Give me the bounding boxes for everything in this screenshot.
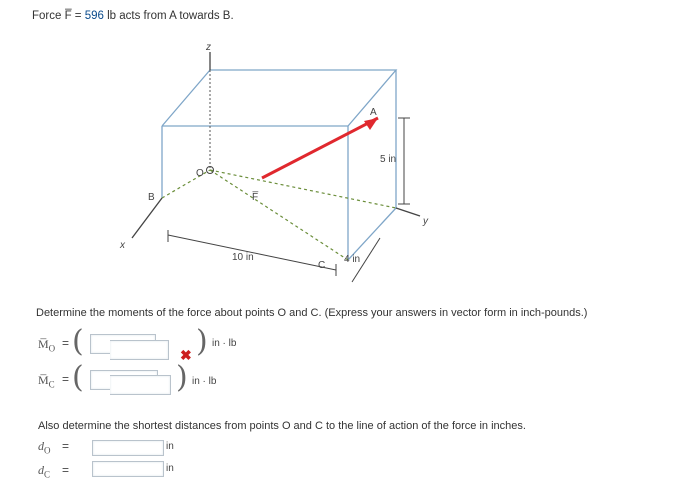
force-box-diagram xyxy=(0,30,700,305)
do-equals: = xyxy=(62,439,70,453)
problem-statement xyxy=(32,10,234,22)
do-label: $d_O$ xyxy=(38,439,51,456)
problem-suffix: lb acts from A towards B. xyxy=(103,10,234,22)
height-dim-label: 5 in xyxy=(380,154,397,165)
mo-label: $M̅_O$ xyxy=(38,337,56,354)
point-a-label: A xyxy=(370,107,377,118)
dc-input[interactable] xyxy=(92,461,164,477)
dc-label: $d_C$ xyxy=(38,463,51,480)
mc-label: $M̅_C$ xyxy=(38,373,55,390)
axes xyxy=(132,52,420,238)
question-distances: Also determine the shortest distances from points O and C to the line of action of the force in inches. xyxy=(38,420,526,432)
y-axis-label: y xyxy=(423,216,428,227)
dc-equals: = xyxy=(62,463,70,477)
width-dim-label: 4 in xyxy=(344,254,361,265)
length-dim-label: 10 in xyxy=(232,252,254,263)
dc-unit: in xyxy=(166,463,174,474)
mo-open-paren: ( xyxy=(72,324,84,359)
mo-equals: = xyxy=(62,336,70,350)
force-value: 596 xyxy=(84,10,104,22)
do-input[interactable] xyxy=(92,440,164,456)
force-label: F̅ xyxy=(252,192,259,203)
mo-unit: in · lb xyxy=(212,338,237,349)
mc-close-paren: ) xyxy=(176,360,188,395)
mc-j-input[interactable] xyxy=(110,375,171,395)
mc-equals: = xyxy=(62,372,70,386)
mo-close-paren: ) xyxy=(196,324,208,359)
x-axis-label: x xyxy=(120,240,125,251)
x-axis xyxy=(132,198,162,238)
force-arrowhead xyxy=(364,118,378,130)
x-mark-icon: ✖ xyxy=(180,347,192,363)
y-axis xyxy=(396,208,420,216)
point-b-label: B xyxy=(148,192,155,203)
hidden-edge-oy xyxy=(210,170,396,208)
hidden-edge-oc xyxy=(210,170,348,260)
problem-prefix: Force F̅ = xyxy=(32,10,85,22)
point-c-label: C xyxy=(318,260,326,271)
question-moments: Determine the moments of the force about points O and C. (Express your answers in vector form in inch-pounds.) xyxy=(36,307,588,319)
box-edges xyxy=(162,70,396,260)
mo-j-input[interactable] xyxy=(110,340,169,360)
mc-open-paren: ( xyxy=(72,360,84,395)
dimension-lines xyxy=(168,118,410,282)
z-axis-label: z xyxy=(206,42,211,53)
box-bottom-right-edge xyxy=(348,208,396,260)
point-o-label: O xyxy=(196,168,204,179)
mc-unit: in · lb xyxy=(192,376,217,387)
box-top-face xyxy=(162,70,396,126)
force-arrow xyxy=(262,118,378,178)
do-unit: in xyxy=(166,441,174,452)
